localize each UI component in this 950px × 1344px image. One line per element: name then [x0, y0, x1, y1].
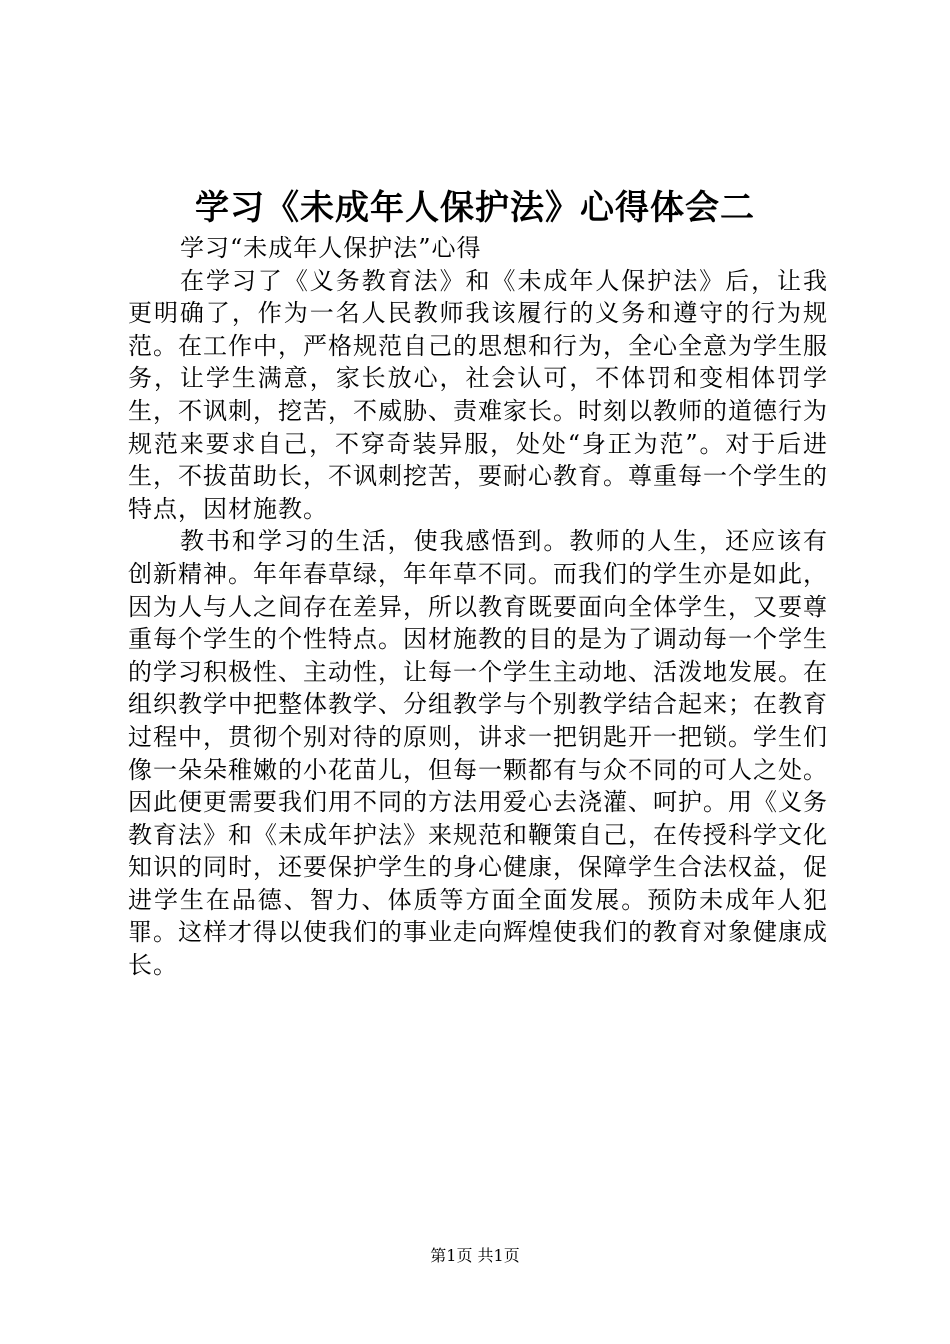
body-paragraph: 在学习了《义务教育法》和《未成年人保护法》后，让我更明确了，作为一名人民教师我该履行的义务和遵守的行为规范。在工作中，严格规范自己的思想和行为，全心全意为学生服务，让学生满意，家长放心，社会认可，不体罚和变相体罚学生，不讽刺，挖苦，不威胁、责难家长。时刻以教师的道德行为规范来要求自己，不穿奇装异服，处处“身正为范”。对于后进生，不拔苗助长，不讽刺挖苦，要耐心教育。尊重每一个学生的特点，因材施教。 — [128, 266, 828, 523]
document-title: 学习《未成年人保护法》心得体会二 — [195, 188, 755, 228]
body-paragraph: 教书和学习的生活，使我感悟到。教师的人生，还应该有创新精神。年年春草绿，年年草不同。而我们的学生亦是如此，因为人与人之间存在差异，所以教育既要面向全体学生，又要尊重每个学生的个性特点。因材施教的目的是为了调动每一个学生的学习积极性、主动性，让每一个学生主动地、活泼地发展。在组织教学中把整体教学、分组教学与个别教学结合起来；在教育过程中，贯彻个别对待的原则，讲求一把钥匙开一把锁。学生们像一朵朵稚嫩的小花苗儿，但每一颗都有与众不同的可人之处。因此便更需要我们用不同的方法用爱心去浇灌、呵护。用《义务教育法》和《未成年护法》来规范和鞭策自己，在传授科学文化知识的同时，还要保护学生的身心健康，保障学生合法权益，促进学生在品德、智力、体质等方面全面发展。预防未成年人犯罪。这样才得以使我们的事业走向辉煌使我们的教育对象健康成长。 — [128, 527, 828, 980]
subtitle-paragraph: 学习“未成年人保护法”心得 — [180, 234, 482, 262]
document-body — [128, 232, 828, 982]
page-footer: 第1页 共1页 — [430, 1246, 520, 1265]
